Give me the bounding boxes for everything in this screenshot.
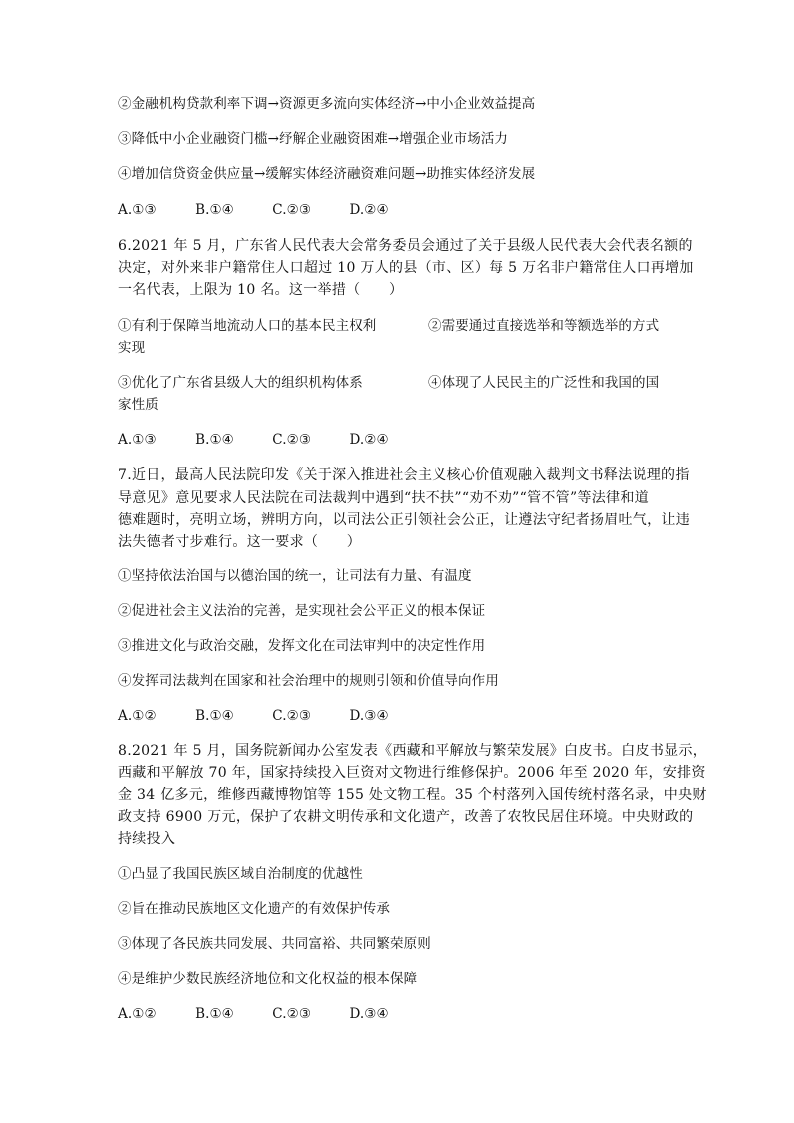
option-a: A.①② [118, 708, 157, 724]
option-b: B.①④ [195, 202, 234, 218]
option-a: A.①② [118, 1006, 157, 1022]
option-d: D.③④ [349, 1006, 389, 1022]
q7-item-2: ②促进社会主义法治的完善，是实现社会公平正义的根本保证 [118, 603, 486, 619]
q6-items-row-2 [118, 373, 678, 393]
prev-question-item-3: ③降低中小企业融资门槛→纾解企业融资困难→增强企业市场活力 [118, 131, 509, 147]
q8-item-3: ③体现了各民族共同发展、共同富裕、共同繁荣原则 [118, 936, 431, 952]
q8-options [118, 1004, 678, 1024]
prev-question-options [118, 200, 678, 220]
q6-stem-line-1: 6.2021 年 5 月，广东省人民代表大会常务委员会通过了关于县级人民代表大会代表名额的 [118, 238, 693, 254]
option-d: D.③④ [349, 708, 389, 724]
q6-options [118, 430, 678, 450]
q8-stem-line-3: 金 34 亿多元，维修西藏博物馆等 155 处文物工程。35 个村落列入国传统村落名录，中央财 [118, 787, 707, 803]
option-b: B.①④ [195, 708, 234, 724]
q8-item-1: ①凸显了我国民族区域自治制度的优越性 [118, 866, 363, 882]
q8-stem-line-4: 政支持 6900 万元，保护了农耕文明传承和文化遗产，改善了农牧民居住环境。中央财政的 [118, 809, 694, 825]
q6-stem-line-2: 决定，对外来非户籍常住人口超过 10 万人的县（市、区）每 5 万名非户籍常住人口再增加 [118, 260, 694, 276]
q6-item-2-cont: 实现 [118, 340, 146, 356]
q6-item-3: ③优化了广东省县级人大的组织机构体系 [118, 375, 363, 391]
q8-stem-line-5: 持续投入 [118, 831, 176, 847]
option-a: A.①③ [118, 432, 157, 448]
q8-stem-line-1: 8.2021 年 5 月，国务院新闻办公室发表《西藏和平解放与繁荣发展》白皮书。白皮书显示， [118, 743, 708, 759]
q6-stem-line-3: 一名代表，上限为 10 名。这一举措（ ） [118, 282, 404, 298]
q8-item-4: ④是维护少数民族经济地位和文化权益的根本保障 [118, 971, 418, 987]
q7-stem-line-3: 德难题时，亮明立场，辨明方向，以司法公正引领社会公正，让遵法守纪者扬眉吐气，让违 [118, 512, 690, 528]
prev-question-item-4: ④增加信贷资金供应量→缓解实体经济融资难问题→助推实体经济发展 [118, 166, 536, 182]
q7-item-1: ①坚持依法治国与以德治国的统一，让司法有力量、有温度 [118, 568, 472, 584]
option-d: D.②④ [349, 432, 389, 448]
option-d: D.②④ [349, 202, 389, 218]
option-c: C.②③ [272, 708, 312, 724]
option-c: C.②③ [272, 202, 312, 218]
q6-items-row-1 [118, 316, 678, 336]
option-b: B.①④ [195, 1006, 234, 1022]
q8-stem-line-2: 西藏和平解放 70 年，国家持续投入巨资对文物进行维修保护。2006 年至 2020 年，安排资 [118, 765, 706, 781]
option-b: B.①④ [195, 432, 234, 448]
option-a: A.①③ [118, 202, 157, 218]
prev-question-item-2: ②金融机构贷款利率下调→资源更多流向实体经济→中小企业效益提高 [118, 96, 536, 112]
q6-item-2: ②需要通过直接选举和等额选举的方式 [428, 318, 660, 334]
q8-item-2: ②旨在推动民族地区文化遗产的有效保护传承 [118, 901, 390, 917]
q7-stem-line-1: 7.近日，最高人民法院印发《关于深入推进社会主义核心价值观融入裁判文书释法说理的指 [118, 467, 690, 483]
q6-item-1: ①有利于保障当地流动人口的基本民主权利 [118, 318, 377, 334]
q7-item-3: ③推进文化与政治交融，发挥文化在司法审判中的决定性作用 [118, 638, 486, 654]
q6-item-4-cont: 家性质 [118, 397, 159, 413]
q7-item-4: ④发挥司法裁判在国家和社会治理中的规则引领和价值导向作用 [118, 673, 499, 689]
q7-options [118, 706, 678, 726]
option-c: C.②③ [272, 432, 312, 448]
option-c: C.②③ [272, 1006, 312, 1022]
q7-stem-line-2: 导意见》意见要求人民法院在司法裁判中遇到“扶不扶”“劝不劝”“管不管”等法律和道 [118, 490, 649, 506]
q6-item-4: ④体现了人民民主的广泛性和我国的国 [428, 375, 660, 391]
q7-stem-line-4: 法失德者寸步难行。这一要求（ ） [118, 534, 362, 550]
